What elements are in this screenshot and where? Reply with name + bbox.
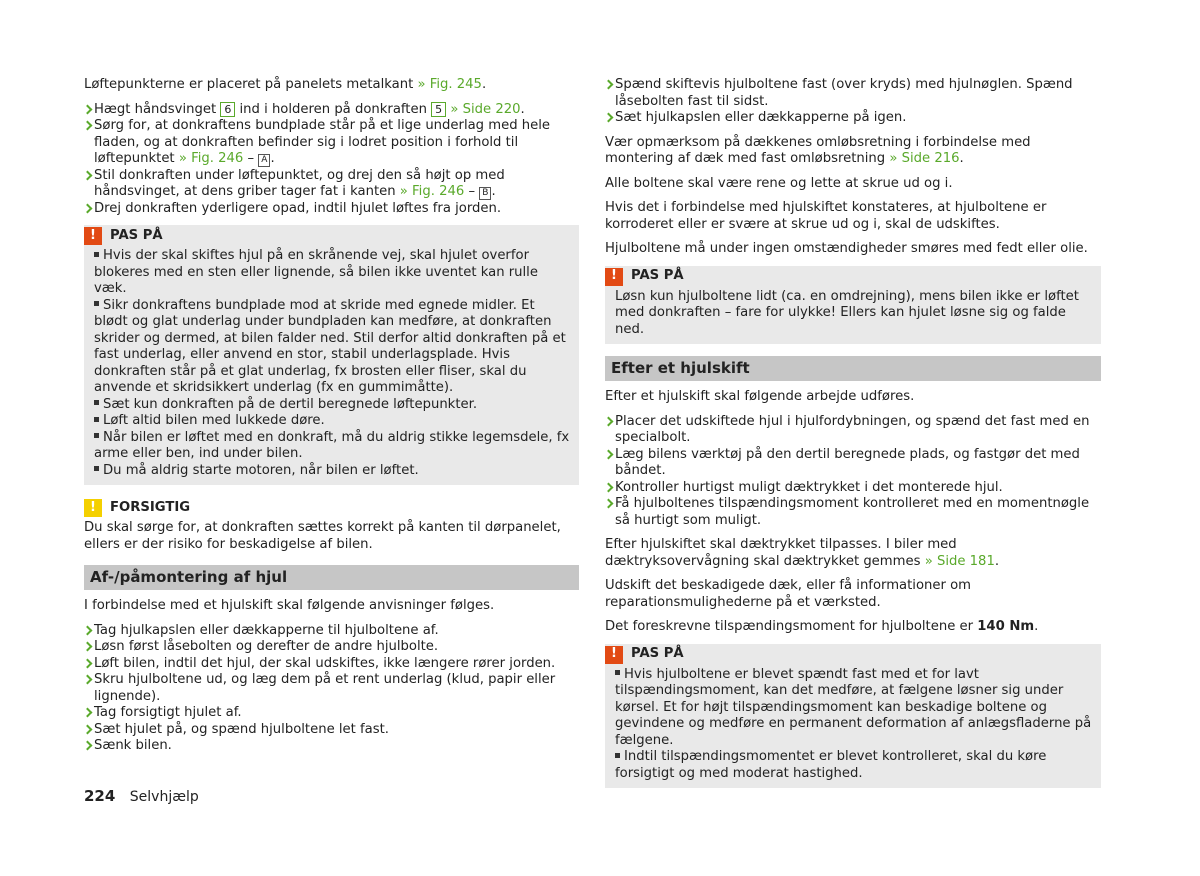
caution-box: ! FORSIGTIG Du skal sørge for, at donkraften sættes korrekt på kanten til dørpanelet, ellers er der risiko for beskadigelse af bilen. (84, 499, 579, 553)
list-item: Skru hjulboltene ud, og læg dem på et rent underlag (klud, papir eller lignende). (84, 672, 579, 705)
list-item: Løft bilen, indtil det hjul, der skal udskiftes, ikke længere rører jorden. (84, 656, 579, 673)
fig-link[interactable]: » Fig. 246 (178, 151, 244, 166)
paragraph: Udskift det beskadigede dæk, eller få informationer om reparationsmulighederne på et værksted. (605, 578, 972, 610)
section-heading: Efter et hjulskift (605, 356, 1101, 381)
list-item: Kontroller hurtigst muligt dæktrykket i det monterede hjul. (605, 480, 1101, 497)
warning-icon: ! (84, 227, 102, 245)
list-item: Hægt håndsvinget 6 ind i holderen på donkraften 5 » Side 220. (84, 102, 579, 119)
list-item: Sæt hjulkapslen eller dækkapperne på igen. (605, 110, 1101, 127)
list-item: Stil donkraften under løftepunktet, og drej den så højt op med håndsvinget, at dens griber tager fat i kanten » Fig. 246 – B . (84, 168, 579, 201)
list-item: Spænd skiftevis hjulboltene fast (over kryds) med hjulnøglen. Spænd låsebolten fast til sidst. (605, 77, 1101, 110)
warning-item: Du må aldrig starte motoren, når bilen er løftet. (94, 463, 570, 480)
jack-steps (84, 102, 579, 218)
warning-item: Løft altid bilen med lukkede døre. (94, 413, 570, 430)
list-item: Sørg for, at donkraftens bundplade står på et lige underlag med hele fladen, og at donkraften befinder sig i lodret position i forhold til løftepunktet » Fig. 246 – A . (84, 118, 579, 168)
list-item: Placer det udskiftede hjul i hjulfordybningen, og spænd det fast med en specialbolt. (605, 414, 1101, 447)
wheel-steps (84, 623, 579, 755)
warning-item: Hvis der skal skiftes hjul på en skrånende vej, skal hjulet overfor blokeres med en sten eller lignende, så bilen ikke uventet kan rulle væk. (94, 248, 538, 296)
paragraph: Alle boltene skal være rene og lette at skrue ud og i. (605, 175, 953, 191)
paragraph: Hjulboltene må under ingen omstændigheder smøres med fedt eller olie. (605, 241, 1088, 256)
ref-box: 5 (431, 102, 446, 117)
list-item: Sænk bilen. (84, 738, 579, 755)
warning-box: ! PAS PÅ Hvis hjulboltene er blevet spændt fast med et for lavt tilspændingsmoment, kan det medføre, at fælgene løsner sig under kørsel. Et for højt tilspændingsmoment kan beskadige boltene og gevindene og medføre en permanent deformation af anlægsfladerne på fælgene. Indtil tilspændingsmomentet er blevet kontrolleret, skal du køre forsigtigt og med moderat hastighed. (605, 644, 1101, 789)
section-intro: Efter et hjulskift skal følgende arbejde udføres. (605, 389, 915, 404)
warning-box: ! PAS PÅ Hvis der skal skiftes hjul på en skrånende vej, skal hjulet overfor blokeres med en sten eller lignende, så bilen ikke uventet kan rulle væk. Sikr donkraftens bundplade mod at skride med egnede midler. Et blødt og glat underlag under bundpladen kan medføre, at donkraften skrider og dermed, at bilen falder ned. Stil derfor altid donkraften på et fast underlag, eller anvend en stor, stabil underlagsplade. Hvis donkraften står på et glat underlag, fx brosten eller fliser, skal du anvende et skridsikkert underlag (fx en gummimåtte). Sæt kun donkraften på de dertil beregnede løftepunkter. Løft altid bilen med lukkede døre. Når bilen er løftet med en donkraft, må du aldrig stikke legemsdele, fx arme eller ben, ind under bilen. Du må aldrig starte motoren, når bilen er løftet. (84, 225, 579, 485)
warning-icon: ! (605, 646, 623, 664)
list-item: Få hjulboltenes tilspændingsmoment kontrolleret med en momentnøgle så hurtigt som muligt. (605, 496, 1101, 529)
fig-link[interactable]: » Fig. 246 (399, 184, 465, 199)
list-item: Tag forsigtigt hjulet af. (84, 705, 579, 722)
right-column (605, 77, 1101, 800)
fig-link[interactable]: » Fig. 245 (417, 77, 482, 92)
warning-item: Indtil tilspændingsmomentet er blevet kontrolleret, skal du køre forsigtigt og med moderat hastighed. (615, 749, 1047, 781)
page-link[interactable]: » Side 181 (924, 553, 995, 569)
after-steps (605, 414, 1101, 530)
caution-icon: ! (84, 499, 102, 517)
ref-square: B (479, 187, 491, 200)
intro-paragraph: Løftepunkterne er placeret på panelets metalkant » Fig. 245. (84, 77, 487, 92)
paragraph: Vær opmærksom på dækkenes omløbsretning i forbindelse med montering af dæk med fast omløbsretning » Side 216. (605, 134, 1031, 166)
paragraph: Hvis det i forbindelse med hjulskiftet konstateres, at hjulboltene er korroderet eller er svære at skrue ud og i, skal de udskiftes. (605, 200, 1047, 232)
warning-item: Sæt kun donkraften på de dertil beregnede løftepunkter. (94, 397, 570, 414)
list-item: Læg bilens værktøj på den dertil beregnede plads, og fastgør det med båndet. (605, 447, 1101, 480)
bolt-steps (605, 77, 1101, 127)
footer-section: Selvhjælp (129, 789, 199, 805)
section-heading: Af-/påmontering af hjul (84, 565, 579, 590)
warning-item: Når bilen er løftet med en donkraft, må du aldrig stikke legemsdele, fx arme eller ben, ind under bilen. (94, 429, 570, 461)
paragraph: Det foreskrevne tilspændingsmoment for hjulboltene er 140 Nm. (605, 619, 1039, 634)
page-number: 224 (84, 787, 116, 805)
list-item: Løsn først låsebolten og derefter de andre hjulbolte. (84, 639, 579, 656)
page-link[interactable]: » Side 216 (889, 151, 960, 166)
list-item: Drej donkraften yderligere opad, indtil hjulet løftes fra jorden. (84, 201, 579, 218)
page-footer (84, 788, 199, 806)
warning-box: ! PAS PÅ Løsn kun hjulboltene lidt (ca. en omdrejning), mens bilen ikke er løftet med donkraften – fare for ulykke! Ellers kan hjulet løsne sig og falde ned. (605, 266, 1101, 345)
section-intro: I forbindelse med et hjulskift skal følgende anvisninger følges. (84, 598, 495, 613)
warning-item: Sikr donkraftens bundplade mod at skride med egnede midler. Et blødt og glat underlag under bundpladen kan medføre, at donkraften skrider og dermed, at bilen falder ned. Stil derfor altid donkraften på et fast underlag, eller anvend en stor, stabil underlagsplade. Hvis donkraften står på et glat underlag, fx brosten eller fliser, skal du anvende et skridsikkert underlag (fx en gummimåtte). (94, 297, 566, 395)
ref-square: A (258, 154, 270, 167)
warning-item: Hvis hjulboltene er blevet spændt fast med et for lavt tilspændingsmoment, kan det medføre, at fælgene løsner sig under kørsel. Et for højt tilspændingsmoment kan beskadige boltene og gevindene og medføre en permanent deformation af anlægsfladerne på fælgene. (615, 666, 1092, 748)
warning-text: Løsn kun hjulboltene lidt (ca. en omdrejning), mens bilen ikke er løftet med donkraften – fare for ulykke! Ellers kan hjulet løsne sig og falde ned. (615, 288, 1079, 337)
list-item: Sæt hjulet på, og spænd hjulboltene let fast. (84, 722, 579, 739)
ref-box: 6 (220, 102, 235, 117)
page-link[interactable]: » Side 220 (450, 101, 521, 117)
paragraph: Efter hjulskiftet skal dæktrykket tilpasses. I biler med dæktryksovervågning skal dæktrykket gemmes » Side 181. (605, 537, 1000, 569)
left-column (84, 77, 579, 763)
list-item: Tag hjulkapslen eller dækkapperne til hjulboltene af. (84, 623, 579, 640)
caution-text: Du skal sørge for, at donkraften sættes korrekt på kanten til dørpanelet, ellers er der risiko for beskadigelse af bilen. (84, 520, 561, 552)
warning-icon: ! (605, 268, 623, 286)
